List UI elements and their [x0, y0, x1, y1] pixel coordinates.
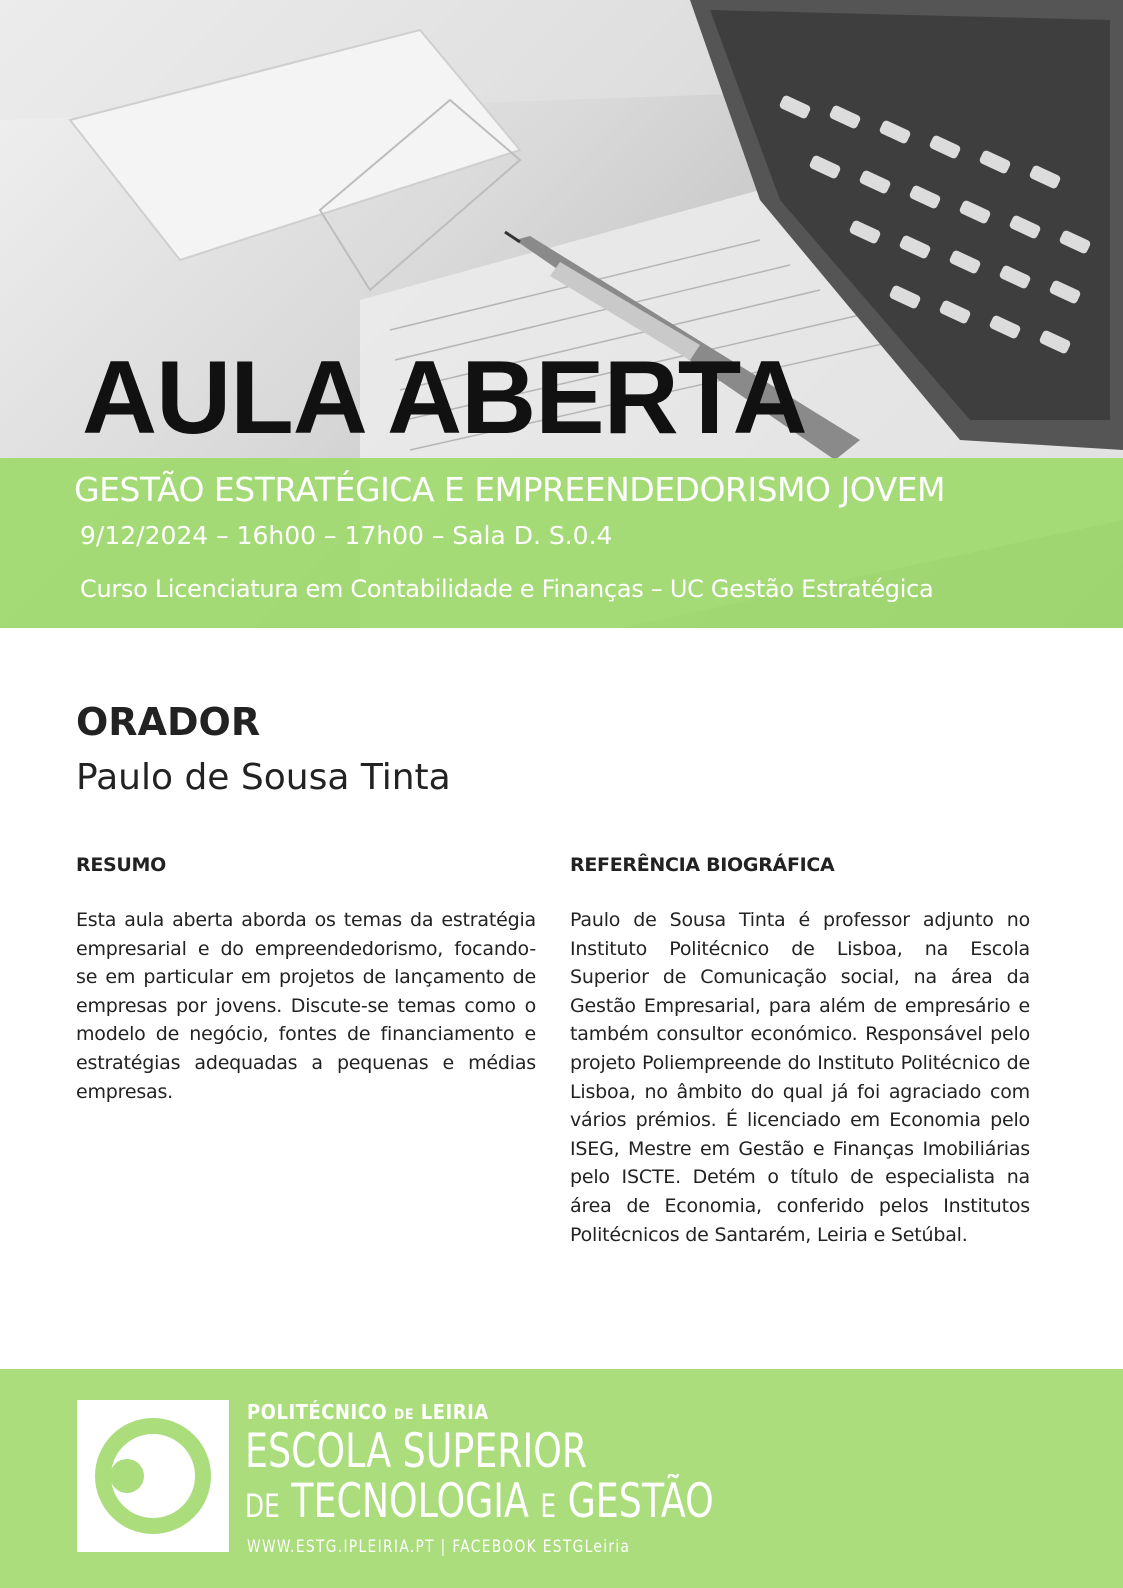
- event-title: AULA ABERTA: [82, 340, 807, 456]
- event-course: Curso Licenciatura em Contabilidade e Finanças – UC Gestão Estratégica: [80, 575, 934, 603]
- event-datetime: 9/12/2024 – 16h00 – 17h00 – Sala D. S.0.4: [80, 521, 613, 550]
- speaker-heading: ORADOR: [76, 700, 261, 744]
- eye-logo-icon: [77, 1400, 229, 1552]
- institution-name: POLITÉCNICO DE LEIRIA: [247, 1400, 489, 1424]
- footer-web-links: WWW.ESTG.IPLEIRIA.PT | FACEBOOK ESTGLeiria: [247, 1537, 631, 1557]
- summary-heading: RESUMO: [76, 854, 166, 876]
- speaker-name: Paulo de Sousa Tinta: [76, 757, 451, 798]
- bio-heading: REFERÊNCIA BIOGRÁFICA: [570, 854, 835, 876]
- school-name-line1: ESCOLA SUPERIOR: [245, 1424, 588, 1479]
- school-name-line2: DE TECNOLOGIA E GESTÃO: [245, 1474, 714, 1529]
- school-logo: [77, 1400, 229, 1552]
- bio-text: Paulo de Sousa Tinta é professor adjunto no Instituto Politécnico de Lisboa, na Escola Superior de Comunicação social, na área da Gestão Empresarial, para além de empresário e também consultor económico. Responsável pelo projeto Poliempreende do Instituto Politécnico de Lisboa, no âmbito do qual já foi agraciado com vários prémios. É licenciado em Economia pelo ISEG, Mestre em Gestão e Finanças Imobiliárias pelo ISCTE. Detém o título de especialista na área de Economia, conferido pelos Institutos Politécnicos de Santarém, Leiria e Setúbal.: [570, 909, 1030, 1246]
- event-subtitle: GESTÃO ESTRATÉGICA E EMPREENDEDORISMO JOVEM: [74, 470, 945, 509]
- summary-text: Esta aula aberta aborda os temas da estratégia empresarial e do empreendedorismo, focando-se em particular em projetos de lançamento de empresas por jovens. Discute-se temas como o modelo de negócio, fontes de financiamento e estratégias adequadas a pequenas e médias empresas.: [76, 909, 536, 1103]
